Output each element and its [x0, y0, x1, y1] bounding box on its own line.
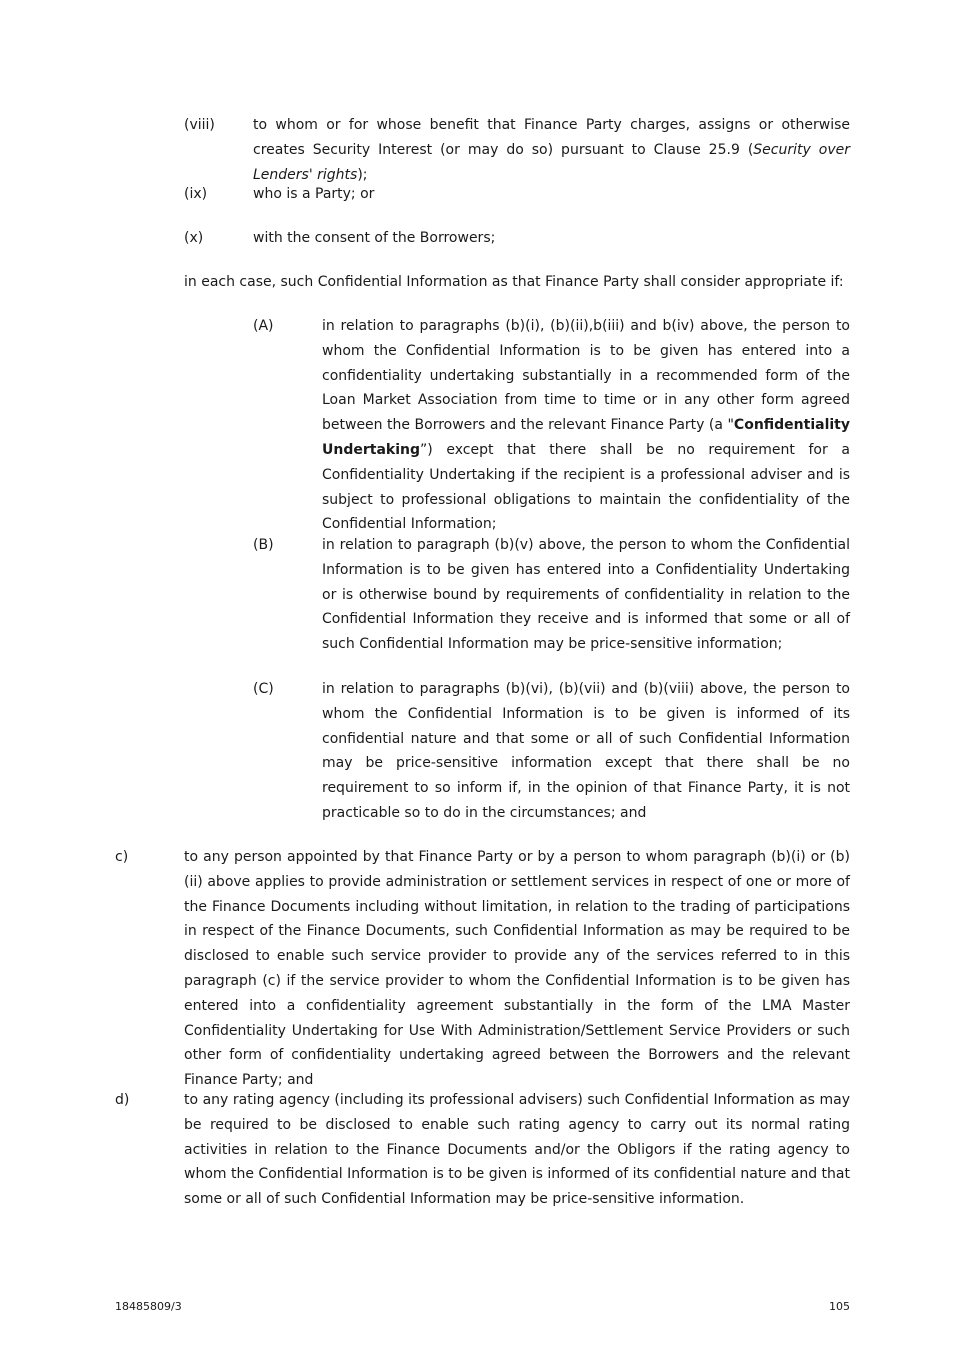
sub-item-number: (B)	[253, 537, 274, 553]
lead-in-paragraph: in each case, such Confidential Information as that Finance Party shall consider appropriate if:	[184, 274, 844, 290]
sub-item-number: (A)	[253, 318, 274, 334]
sub-item-text: in relation to paragraphs (b)(i), (b)(ii),b(iii) and b(iv) above, the person to whom the Confidential Information is to be given has entered into a confidentiality undertaking substantially in a recommended form of the Loan Market Association from time to time or in any other form agreed between the Borrowers and the relevant Finance Party (a "Confidentiality Undertaking”) except that there shall be no requirement for a Confidentiality Undertaking if the recipient is a professional adviser and is subject to professional obligations to maintain the confidentiality of the Confidential Information;	[322, 318, 850, 533]
paragraph-text: to any rating agency (including its professional advisers) such Confidential Information as may be required to be disclosed to enable such rating agency to carry out its normal rating activities in relation to the Finance Documents and/or the Obligors if the rating agency to whom the Confidential Information is to be given is informed of its confidential nature and that some or all of such Confidential Information may be price-sensitive information.	[184, 1092, 850, 1208]
sub-item-text: in relation to paragraph (b)(v) above, the person to whom the Confidential Information is to be given has entered into a Confidentiality Undertaking or is otherwise bound by requirements of confidentiality in relation to the Confidential Information they receive and is informed that some or all of such Confidential Information may be price-sensitive information;	[322, 537, 850, 653]
paragraph-d	[115, 1088, 850, 1212]
list-item-ix	[184, 182, 850, 207]
sub-item-text: in relation to paragraphs (b)(vi), (b)(vii) and (b)(viii) above, the person to whom the Confidential Information is to be given is informed of its confidential nature and that some or all of such Confidential Information may be price-sensitive information except that there shall be no requirement to so inform if, in the opinion of that Finance Party, it is not practicable so to do in the circumstances; and	[322, 681, 850, 821]
footer-page-number: 105	[829, 1300, 850, 1313]
item-text: to whom or for whose benefit that Finance Party charges, assigns or otherwise creates Security Interest (or may do so) pursuant to Clause 25.9 (Security over Lenders' rights);	[253, 117, 850, 183]
item-number: (x)	[184, 230, 204, 246]
list-item-x	[184, 226, 850, 251]
item-text: who is a Party; or	[253, 186, 375, 202]
clause-title: Security over Lenders' rights	[253, 141, 850, 183]
sub-item-A	[253, 314, 850, 537]
sub-item-C	[253, 677, 850, 826]
item-number: (viii)	[184, 117, 215, 133]
footer-doc-ref: 18485809/3	[115, 1300, 182, 1313]
paragraph-text: to any person appointed by that Finance Party or by a person to whom paragraph (b)(i) or (b)(ii) above applies to provide administration or settlement services in respect of one or more of the Finance Documents including without limitation, in relation to the trading of participations in respect of the Finance Documents, such Confidential Information as may be required to be disclosed to enable such service provider to provide any of the services referred to in this paragraph (c) if the service provider to whom the Confidential Information is to be given has entered into a confidentiality agreement substantially in the form of the LMA Master Confidentiality Undertaking for Use With Administration/Settlement Service Providers or such other form of confidentiality undertaking agreed between the Borrowers and the relevant Finance Party; and	[184, 849, 850, 1089]
paragraph-c	[115, 845, 850, 1093]
item-text: with the consent of the Borrowers;	[253, 230, 496, 246]
sub-item-number: (C)	[253, 681, 274, 697]
paragraph-number: d)	[115, 1092, 130, 1108]
paragraph-number: c)	[115, 849, 129, 865]
list-item-viii	[184, 113, 850, 187]
defined-term: Confidentiality Undertaking	[322, 417, 850, 458]
sub-item-B	[253, 533, 850, 657]
item-number: (ix)	[184, 186, 208, 202]
